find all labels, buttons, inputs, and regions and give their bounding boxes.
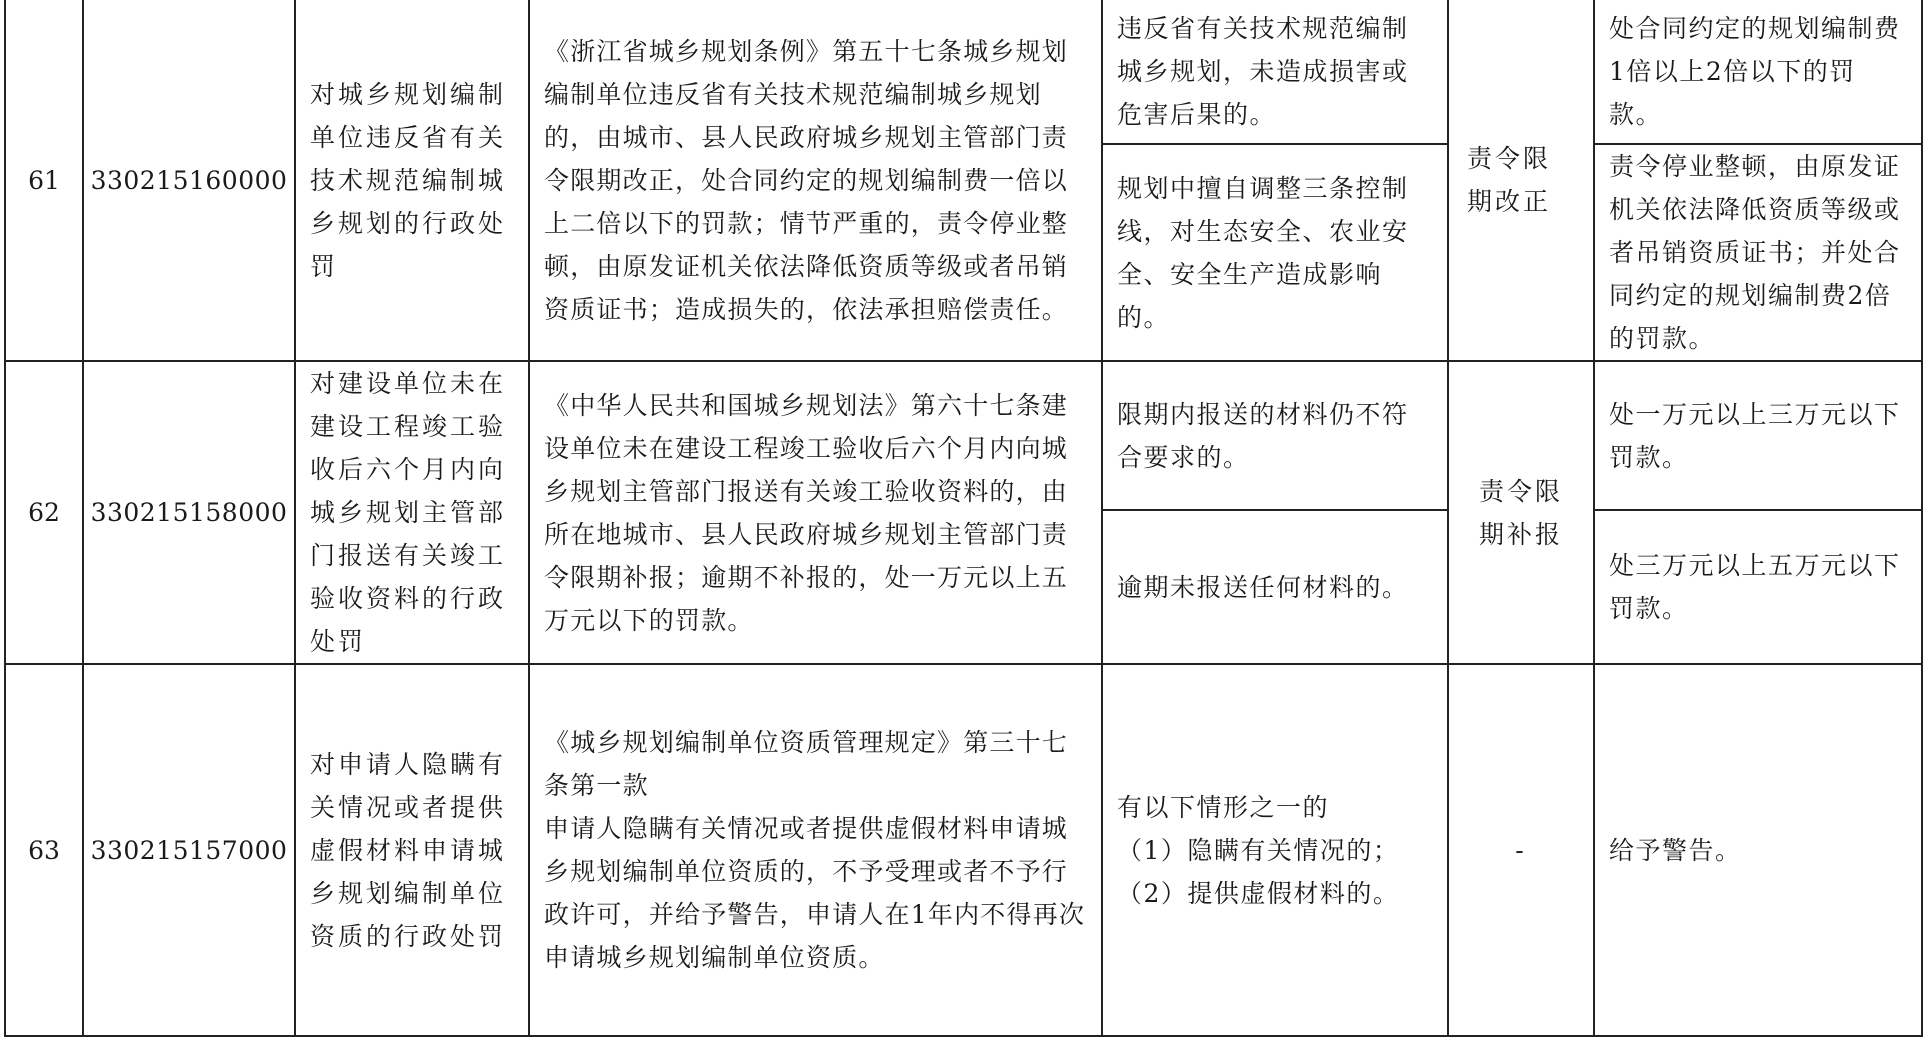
table-row-63 — [5, 664, 1922, 1036]
legal-basis-title: 《城乡规划编制单位资质管理规定》第三十七条第一款 — [544, 728, 1069, 800]
penalty-cell: 责令停业整顿，由原发证机关依法降低资质等级或者吊销资质证书；并处合同约定的规划编制费2倍的罚款。 — [1594, 144, 1922, 361]
penalty-cell: 处合同约定的规划编制费1倍以上2倍以下的罚款。 — [1594, 0, 1922, 144]
legal-basis: 《浙江省城乡规划条例》第五十七条城乡规划编制单位违反省有关技术规范编制城乡规划的，由城市、县人民政府城乡规划主管部门责令限期改正，处合同约定的规划编制费一倍以上二倍以下的罚款；情节严重的，责令停业整顿，由原发证机关依法降低资质等级或者吊销资质证书；造成损失的，依法承担赔偿责任。 — [529, 0, 1102, 361]
row-number: 63 — [5, 664, 83, 1036]
legal-basis: 申请人隐瞒有关情况或者提供虚假材料申请城乡规划编制单位资质的，不予受理或者不予行政许可，并给予警告，申请人在1年内不得再次申请城乡规划编制单位资质。 — [544, 814, 1086, 972]
situation-cell: 逾期未报送任何材料的。 — [1102, 510, 1448, 664]
situation-lead: 有以下情形之一的 — [1117, 792, 1330, 822]
action-cell: 责令限期改正 — [1448, 0, 1594, 361]
situation-cell — [1102, 664, 1448, 1036]
action-cell: - — [1448, 664, 1594, 1036]
action-cell: 责令限期补报 — [1448, 361, 1594, 664]
penalty-item: 对建设单位未在建设工程竣工验收后六个月内向城乡规划主管部门报送有关竣工验收资料的行政处罚 — [295, 361, 529, 664]
situation-item: （1）隐瞒有关情况的； — [1117, 835, 1400, 865]
legal-basis: 《中华人民共和国城乡规划法》第六十七条建设单位未在建设工程竣工验收后六个月内向城乡规划主管部门报送有关竣工验收资料的，由所在地城市、县人民政府城乡规划主管部门责令限期补报；逾期不补报的，处一万元以上五万元以下的罚款。 — [529, 361, 1102, 664]
item-code: 330215158000 — [83, 361, 295, 664]
situation-cell: 规划中擅自调整三条控制线，对生态安全、农业安全、安全生产造成影响的。 — [1102, 144, 1448, 361]
table-row-61 — [5, 0, 1922, 144]
row-number: 61 — [5, 0, 83, 361]
penalty-item: 对申请人隐瞒有关情况或者提供虚假材料申请城乡规划编制单位资质的行政处罚 — [295, 664, 529, 1036]
penalty-cell: 处三万元以上五万元以下罚款。 — [1594, 510, 1922, 664]
penalty-cell: 处一万元以上三万元以下罚款。 — [1594, 361, 1922, 510]
situation-cell: 违反省有关技术规范编制城乡规划，未造成损害或危害后果的。 — [1102, 0, 1448, 144]
legal-basis-cell — [529, 664, 1102, 1036]
table-row-62 — [5, 361, 1922, 510]
penalty-item: 对城乡规划编制单位违反省有关技术规范编制城乡规划的行政处罚 — [295, 0, 529, 361]
item-code: 330215157000 — [83, 664, 295, 1036]
penalty-table — [4, 0, 1923, 1037]
penalty-cell: 给予警告。 — [1594, 664, 1922, 1036]
item-code: 330215160000 — [83, 0, 295, 361]
situation-item: （2）提供虚假材料的。 — [1117, 878, 1400, 908]
row-number: 62 — [5, 361, 83, 664]
situation-cell: 限期内报送的材料仍不符合要求的。 — [1102, 361, 1448, 510]
